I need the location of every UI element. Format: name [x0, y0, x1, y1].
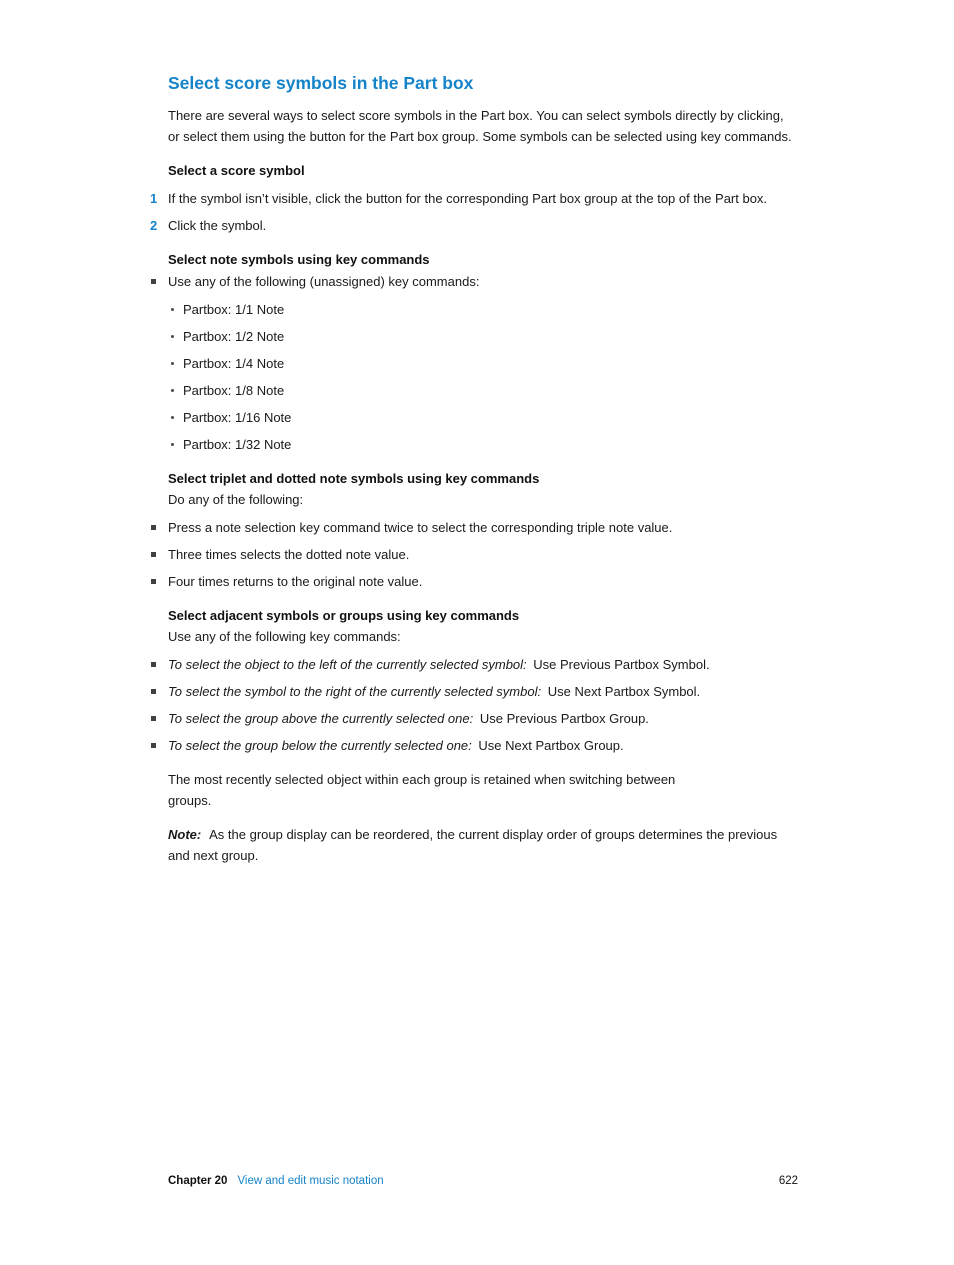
- list-item: [168, 517, 794, 538]
- dot-bullet-icon: [171, 416, 174, 419]
- action-text: Use Previous Partbox Group.: [479, 711, 649, 726]
- key-command-list: [168, 299, 794, 455]
- square-bullet-icon: [151, 552, 156, 557]
- square-bullet-icon: [151, 279, 156, 284]
- step-number: 1: [150, 191, 158, 206]
- bullet-list: [168, 271, 794, 292]
- key-command-label: Partbox: 1/2 Note: [183, 329, 285, 344]
- step-item: [150, 188, 794, 209]
- list-item: [168, 654, 794, 675]
- note-label: Note:: [168, 827, 202, 842]
- dot-bullet-icon: [171, 335, 174, 338]
- condition-text: To select the symbol to the right of the currently selected symbol:: [168, 684, 542, 699]
- dot-bullet-icon: [171, 362, 174, 365]
- note-paragraph: [168, 824, 794, 866]
- page-title: Select score symbols in the Part box: [168, 73, 474, 93]
- list-item: [183, 434, 794, 455]
- heading-note-symbols: Select note symbols using key commands: [168, 252, 430, 267]
- key-command-label: Partbox: 1/8 Note: [183, 383, 285, 398]
- action-text: Use Next Partbox Symbol.: [547, 684, 701, 699]
- section-lead: Do any of the following:: [168, 492, 304, 507]
- dot-bullet-icon: [171, 443, 174, 446]
- heading-adjacent-symbols: Select adjacent symbols or groups using key commands: [168, 608, 520, 623]
- bullet-list: [168, 654, 794, 756]
- list-item-text: Four times returns to the original note value.: [168, 574, 423, 589]
- square-bullet-icon: [151, 662, 156, 667]
- list-item: [168, 708, 794, 729]
- key-command-label: Partbox: 1/1 Note: [183, 302, 285, 317]
- square-bullet-icon: [151, 716, 156, 721]
- list-item: [183, 353, 794, 374]
- list-item: [183, 380, 794, 401]
- step-item: [150, 215, 794, 236]
- key-command-label: Partbox: 1/16 Note: [183, 410, 292, 425]
- dot-bullet-icon: [171, 389, 174, 392]
- key-command-label: Partbox: 1/32 Note: [183, 437, 292, 452]
- list-item: [183, 407, 794, 428]
- list-item: [168, 271, 794, 292]
- list-item-text: Use any of the following (unassigned) key commands:: [168, 274, 480, 289]
- list-item: [183, 299, 794, 320]
- document-content: [150, 72, 794, 866]
- list-item: [183, 326, 794, 347]
- list-item: [168, 735, 794, 756]
- note-text: As the group display can be reordered, the current display order of groups determines the previous and next group.: [168, 827, 778, 863]
- key-command-label: Partbox: 1/4 Note: [183, 356, 285, 371]
- step-text: If the symbol isn’t visible, click the button for the corresponding Part box group at the top of the Part box.: [168, 191, 768, 206]
- heading-triplet-dotted: Select triplet and dotted note symbols using key commands: [168, 471, 540, 486]
- square-bullet-icon: [151, 579, 156, 584]
- condition-text: To select the object to the left of the currently selected symbol:: [168, 657, 527, 672]
- page-number: 622: [778, 1175, 798, 1187]
- condition-text: To select the group above the currently selected one:: [168, 711, 474, 726]
- action-text: Use Previous Partbox Symbol.: [533, 657, 710, 672]
- step-number: 2: [150, 218, 158, 233]
- list-item: [168, 571, 794, 592]
- bullet-list: [168, 517, 794, 592]
- section-lead: Use any of the following key commands:: [168, 629, 401, 644]
- chapter-label: Chapter 20: [168, 1175, 228, 1187]
- list-item: [168, 681, 794, 702]
- page-footer: [168, 1174, 798, 1189]
- square-bullet-icon: [151, 689, 156, 694]
- closing-paragraph: The most recently selected object within each group is retained when switching between groups.: [168, 772, 676, 808]
- intro-paragraph: There are several ways to select score symbols in the Part box. You can select symbols directly by clicking, or select them using the button for the Part box group. Some symbols can be selected using key commands.: [168, 108, 792, 144]
- list-item-text: Press a note selection key command twice to select the corresponding triple note value.: [168, 520, 673, 535]
- condition-text: To select the group below the currently selected one:: [168, 738, 472, 753]
- footer-left: [168, 1174, 384, 1189]
- list-item-text: Three times selects the dotted note value.: [168, 547, 410, 562]
- dot-bullet-icon: [171, 308, 174, 311]
- square-bullet-icon: [151, 525, 156, 530]
- numbered-step-list: [150, 188, 794, 236]
- square-bullet-icon: [151, 743, 156, 748]
- action-text: Use Next Partbox Group.: [478, 738, 624, 753]
- chapter-link[interactable]: View and edit music notation: [237, 1175, 384, 1187]
- heading-select-score-symbol: Select a score symbol: [168, 163, 305, 178]
- step-text: Click the symbol.: [168, 218, 267, 233]
- list-item: [168, 544, 794, 565]
